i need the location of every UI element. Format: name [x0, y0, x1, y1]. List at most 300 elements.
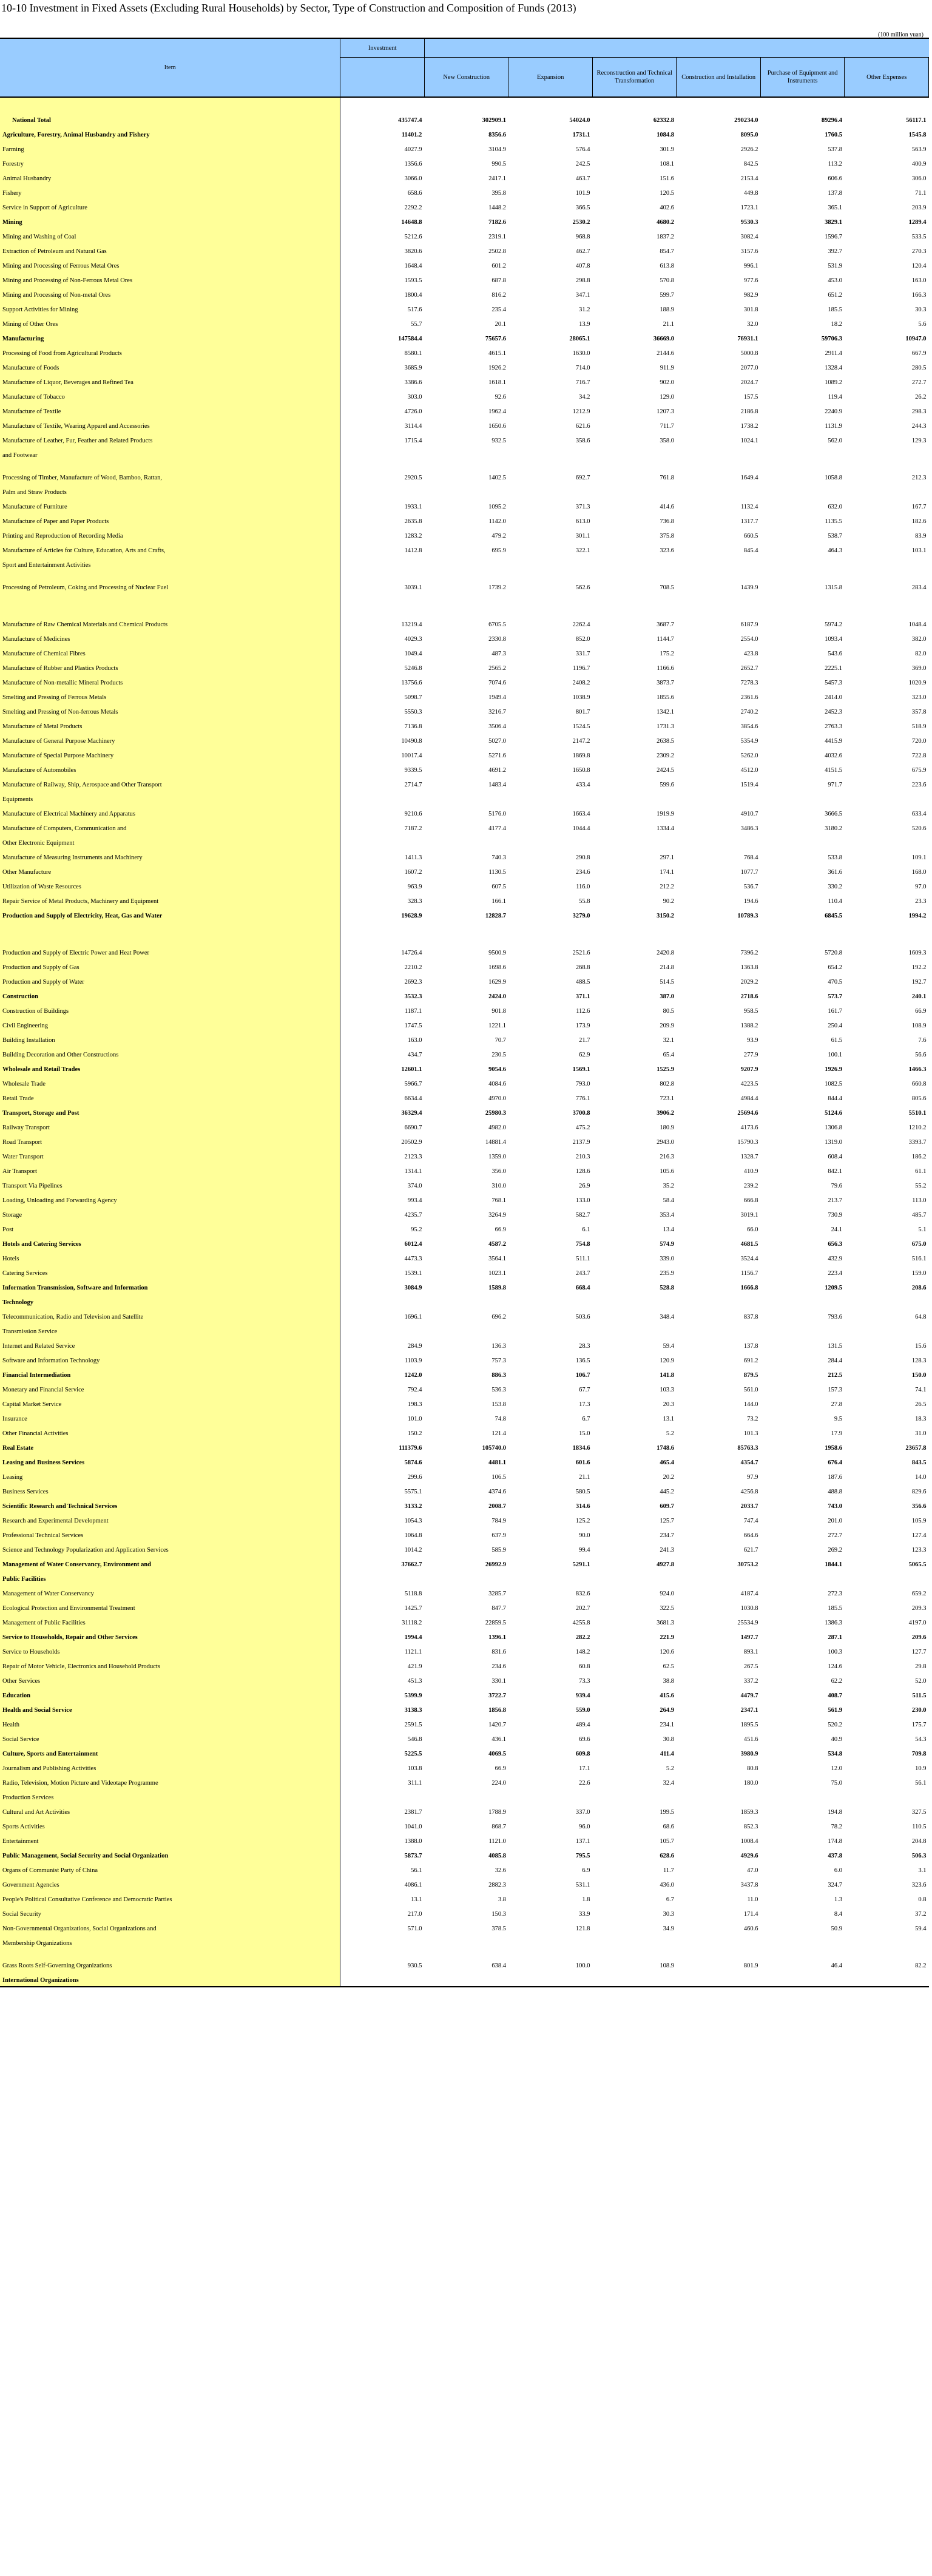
cell-value: 1306.8	[825, 1124, 842, 1131]
cell-value: 709.8	[911, 1751, 927, 1757]
cell-value: 187.6	[828, 1474, 842, 1481]
cell-value: 2911.4	[825, 350, 842, 357]
cell-value: 2381.7	[404, 1809, 422, 1816]
cell-value: 1084.8	[657, 132, 674, 138]
table-row	[0, 849, 929, 864]
cell-value: 136.5	[575, 1357, 590, 1364]
cell-value	[845, 1789, 929, 1804]
cell-value: 1008.4	[740, 1838, 758, 1845]
cell-value: 475.2	[575, 1124, 590, 1131]
cell-value: 4029.3	[404, 636, 422, 643]
cell-value: 5550.3	[404, 709, 422, 715]
cell-value	[340, 1972, 425, 1986]
row-label: Extraction of Petroleum and Natural Gas	[0, 243, 340, 257]
cell-value: 562.6	[575, 584, 590, 591]
row-label: Repair of Motor Vehicle, Electronics and Household Products	[0, 1658, 340, 1672]
cell-value: 801.7	[575, 709, 590, 715]
cell-value: 6012.4	[404, 1241, 422, 1248]
cell-value: 18.3	[915, 1416, 927, 1422]
cell-value: 212.3	[911, 475, 927, 481]
cell-value: 3700.8	[572, 1110, 590, 1117]
row-label: Manufacture of Chemical Fibres	[0, 645, 340, 660]
cell-value	[677, 593, 761, 616]
table-row	[0, 645, 929, 660]
cell-value: 1187.1	[404, 1008, 422, 1015]
cell-value: 436.0	[660, 1882, 674, 1888]
cell-value: 378.5	[491, 1925, 506, 1932]
cell-value	[424, 484, 508, 498]
cell-value	[845, 922, 929, 944]
cell-value: 79.6	[831, 1183, 842, 1189]
table-row	[0, 1425, 929, 1439]
cell-value: 793.0	[575, 1081, 590, 1087]
cell-value: 128.3	[911, 1357, 927, 1364]
cell-value: 3681.3	[657, 1620, 674, 1626]
cell-value: 12828.7	[485, 913, 506, 919]
cell-value: 1663.4	[572, 811, 590, 817]
cell-value: 449.8	[743, 190, 758, 197]
cell-value: 1095.2	[488, 504, 506, 510]
cell-value: 537.8	[828, 146, 842, 153]
cell-value: 9530.3	[740, 219, 758, 226]
cell-value: 90.0	[579, 1532, 590, 1539]
cell-value: 3019.1	[740, 1212, 758, 1219]
cell-value: 136.3	[491, 1343, 506, 1350]
cell-value: 18.2	[831, 321, 842, 328]
cell-value: 3854.6	[740, 723, 758, 730]
cell-value: 599.7	[660, 292, 674, 299]
cell-value: 214.8	[660, 964, 674, 971]
cell-value: 50.9	[831, 1925, 842, 1932]
investment-table	[0, 38, 929, 1986]
cell-value: 2024.7	[740, 379, 758, 386]
cell-value: 310.0	[491, 1183, 506, 1189]
cell-value: 3264.9	[488, 1212, 506, 1219]
cell-value: 1289.4	[908, 219, 927, 226]
cell-value	[845, 447, 929, 461]
cell-value: 35.2	[663, 1183, 674, 1189]
table-row	[0, 1629, 929, 1643]
table-row	[0, 732, 929, 747]
row-label: Hotels	[0, 1250, 340, 1265]
row-label: Social Service	[0, 1731, 340, 1745]
cell-value: 105740.0	[482, 1445, 506, 1452]
cell-value: 12.0	[831, 1765, 842, 1772]
table-row	[0, 1294, 929, 1308]
cell-value	[677, 1570, 761, 1585]
cell-value: 29.8	[915, 1663, 927, 1670]
cell-value	[760, 1789, 845, 1804]
row-label: Agriculture, Forestry, Animal Husbandry and Fishery	[0, 126, 340, 141]
row-label: Mining and Processing of Ferrous Metal Ores	[0, 257, 340, 272]
row-label: Production and Supply of Electric Power and Heat Power	[0, 944, 340, 959]
page-title: 10-10 Investment in Fixed Assets (Excluding Rural Households) by Sector, Type of Construction and Composition of Funds (2013)	[1, 2, 576, 14]
cell-value: 2417.1	[488, 175, 506, 182]
cell-value: 4927.8	[657, 1561, 674, 1568]
cell-value: 9054.6	[488, 1066, 506, 1073]
row-label: Social Security	[0, 1905, 340, 1920]
cell-value: 62.5	[663, 1663, 674, 1670]
cell-value: 6.1	[582, 1226, 590, 1233]
cell-value: 432.9	[828, 1256, 842, 1262]
cell-value: 166.1	[491, 898, 506, 905]
table-row	[0, 1163, 929, 1177]
cell-value: 4187.4	[740, 1591, 758, 1597]
cell-value: 708.5	[660, 584, 674, 591]
cell-value: 1135.5	[825, 518, 842, 525]
cell-value: 168.0	[911, 869, 927, 876]
cell-value: 633.4	[911, 811, 927, 817]
cell-value: 1723.1	[740, 205, 758, 211]
table-row	[0, 461, 929, 484]
row-label: Production Services	[0, 1789, 340, 1804]
cell-value: 55.2	[915, 1183, 927, 1189]
cell-value: 204.8	[911, 1838, 927, 1845]
cell-value: 110.5	[912, 1824, 927, 1830]
row-label: Manufacture of Textile	[0, 403, 340, 418]
cell-value: 269.2	[828, 1547, 842, 1553]
cell-value: 2452.3	[825, 709, 842, 715]
cell-value: 4681.5	[740, 1241, 758, 1248]
cell-value: 4354.7	[740, 1459, 758, 1466]
cell-value: 609.8	[575, 1751, 590, 1757]
row-label: Scientific Research and Technical Services	[0, 1498, 340, 1512]
row-label	[0, 593, 340, 616]
cell-value: 667.9	[911, 350, 927, 357]
table-row	[0, 1760, 929, 1774]
cell-value: 9.5	[834, 1416, 842, 1422]
cell-value: 464.3	[828, 547, 842, 554]
table-row	[0, 1716, 929, 1731]
cell-value: 4415.9	[825, 738, 842, 745]
cell-value: 511.5	[912, 1692, 927, 1699]
cell-value: 203.9	[911, 205, 927, 211]
table-row	[0, 345, 929, 359]
cell-value: 2153.4	[740, 175, 758, 182]
table-row	[0, 1745, 929, 1760]
cell-value: 4910.7	[740, 811, 758, 817]
cell-value: 1038.9	[572, 694, 590, 701]
cell-value	[340, 1294, 425, 1308]
cell-value: 696.2	[491, 1314, 506, 1320]
cell-value: 1519.4	[740, 782, 758, 788]
cell-value: 32.6	[495, 1867, 506, 1874]
cell-value: 371.1	[575, 993, 590, 1000]
cell-value: 103.1	[911, 547, 927, 554]
cell-value: 543.6	[828, 651, 842, 657]
cell-value: 2361.6	[740, 694, 758, 701]
table-row	[0, 1104, 929, 1119]
cell-value: 223.4	[828, 1270, 842, 1277]
cell-value: 1221.1	[488, 1023, 506, 1029]
row-label: Mining and Washing of Coal	[0, 228, 340, 243]
cell-value: 2591.5	[404, 1722, 422, 1728]
cell-value	[340, 922, 425, 944]
cell-value: 202.7	[575, 1605, 590, 1612]
cell-value: 2309.2	[657, 752, 674, 759]
cell-value: 1412.8	[404, 547, 422, 554]
cell-value: 637.9	[491, 1532, 506, 1539]
cell-value: 20.3	[663, 1401, 674, 1408]
cell-value: 1539.1	[404, 1270, 422, 1277]
table-row	[0, 1410, 929, 1425]
cell-value: 103.8	[407, 1765, 422, 1772]
table-row	[0, 403, 929, 418]
cell-value: 199.5	[660, 1809, 674, 1816]
cell-value	[340, 1323, 425, 1337]
row-label: Monetary and Financial Service	[0, 1381, 340, 1396]
cell-value: 302909.1	[482, 117, 506, 124]
cell-value: 5065.5	[908, 1561, 927, 1568]
row-label: Palm and Straw Products	[0, 484, 340, 498]
cell-value: 287.1	[828, 1634, 842, 1641]
cell-value: 3532.3	[404, 993, 422, 1000]
cell-value: 757.3	[491, 1357, 506, 1364]
cell-value: 4929.6	[740, 1853, 758, 1859]
cell-value: 1649.4	[740, 475, 758, 481]
cell-value: 298.8	[575, 277, 590, 284]
cell-value: 125.7	[660, 1518, 674, 1524]
cell-value: 30.8	[663, 1736, 674, 1743]
cell-value: 167.7	[911, 504, 927, 510]
cell-value: 68.6	[663, 1824, 674, 1830]
cell-value	[592, 834, 677, 849]
cell-value	[845, 1935, 929, 1949]
cell-value: 1747.5	[404, 1023, 422, 1029]
cell-value: 4032.6	[825, 752, 842, 759]
row-label: Utilization of Waste Resources	[0, 878, 340, 893]
cell-value: 25980.3	[485, 1110, 506, 1117]
cell-value: 692.7	[575, 475, 590, 481]
cell-value: 10947.0	[905, 336, 927, 342]
cell-value: 1425.7	[404, 1605, 422, 1612]
row-label: Post	[0, 1221, 340, 1236]
cell-value	[760, 1294, 845, 1308]
row-label: Transport, Storage and Post	[0, 1104, 340, 1119]
table-row	[0, 286, 929, 301]
cell-value: 46.4	[831, 1962, 842, 1969]
cell-value: 23657.8	[905, 1445, 927, 1452]
cell-value	[340, 447, 425, 461]
cell-value: 1093.4	[825, 636, 842, 643]
cell-value: 730.9	[828, 1212, 842, 1219]
row-label: Management of Water Conservancy, Environment and	[0, 1556, 340, 1570]
cell-value: 13.9	[579, 321, 590, 328]
cell-value	[424, 593, 508, 616]
cell-value: 4197.0	[908, 1620, 927, 1626]
cell-value: 240.1	[911, 993, 927, 1000]
cell-value: 141.8	[660, 1372, 674, 1379]
header-other-expenses: Other Expenses	[845, 58, 929, 98]
cell-value: 768.1	[491, 1197, 506, 1204]
cell-value: 14881.4	[485, 1139, 506, 1146]
cell-value: 157.3	[828, 1387, 842, 1393]
cell-value: 1024.1	[740, 438, 758, 444]
cell-value: 212.5	[828, 1372, 842, 1379]
cell-value: 272.7	[911, 379, 927, 386]
cell-value: 1630.0	[572, 350, 590, 357]
cell-value: 5.2	[666, 1765, 674, 1772]
cell-value: 311.1	[408, 1780, 422, 1787]
cell-value	[340, 834, 425, 849]
row-label: Other Manufacture	[0, 864, 340, 878]
row-label: Leasing	[0, 1469, 340, 1483]
cell-value: 28065.1	[569, 336, 590, 342]
cell-value: 250.4	[828, 1023, 842, 1029]
cell-value: 407.8	[575, 263, 590, 269]
cell-value: 5176.0	[488, 811, 506, 817]
cell-value	[508, 791, 593, 805]
row-label: Other Services	[0, 1672, 340, 1687]
row-label: Railway Transport	[0, 1119, 340, 1134]
cell-value: 47.0	[747, 1867, 758, 1874]
cell-value: 1569.1	[572, 1066, 590, 1073]
cell-value: 322.5	[660, 1605, 674, 1612]
cell-value	[760, 556, 845, 571]
cell-value: 10490.8	[401, 738, 422, 745]
cell-value: 3138.3	[404, 1707, 422, 1714]
cell-value: 2718.6	[740, 993, 758, 1000]
cell-value: 423.8	[743, 651, 758, 657]
cell-value: 561.9	[828, 1707, 842, 1714]
cell-value	[508, 1789, 593, 1804]
cell-value: 845.4	[743, 547, 758, 554]
cell-value: 1020.9	[908, 680, 927, 686]
table-row	[0, 1308, 929, 1323]
cell-value: 277.9	[743, 1052, 758, 1058]
cell-value: 11401.2	[401, 132, 422, 138]
cell-value: 5.1	[918, 1226, 927, 1233]
row-label: Water Transport	[0, 1148, 340, 1163]
row-label: Catering Services	[0, 1265, 340, 1279]
cell-value: 990.5	[491, 161, 506, 167]
cell-value: 3082.4	[740, 234, 758, 240]
table-row	[0, 214, 929, 228]
cell-value: 1926.2	[488, 365, 506, 371]
row-label: Farming	[0, 141, 340, 155]
cell-value: 127.7	[911, 1649, 927, 1655]
cell-value: 194.6	[743, 898, 758, 905]
cell-value: 563.9	[911, 146, 927, 153]
cell-value: 127.4	[911, 1532, 927, 1539]
table-row	[0, 1570, 929, 1585]
cell-value: 73.2	[747, 1416, 758, 1422]
cell-value: 1589.8	[488, 1285, 506, 1291]
cell-value: 571.0	[407, 1925, 422, 1932]
cell-value: 22859.5	[485, 1620, 506, 1626]
cell-value: 977.6	[743, 277, 758, 284]
cell-value: 1895.5	[740, 1722, 758, 1728]
cell-value	[677, 1935, 761, 1949]
row-label: Manufacture of Non-metallic Mineral Products	[0, 674, 340, 689]
cell-value: 1844.1	[825, 1561, 842, 1568]
cell-value: 6845.5	[825, 913, 842, 919]
cell-value: 30.3	[663, 1911, 674, 1918]
cell-value: 4970.0	[488, 1095, 506, 1102]
row-label: Equipments	[0, 791, 340, 805]
cell-value: 78.2	[831, 1824, 842, 1830]
cell-value	[508, 1294, 593, 1308]
cell-value: 5575.1	[404, 1489, 422, 1495]
cell-value: 213.7	[828, 1197, 842, 1204]
cell-value: 56117.1	[905, 117, 927, 124]
row-label: People's Political Consultative Conference and Democratic Parties	[0, 1891, 340, 1905]
cell-value: 323.6	[911, 1882, 927, 1888]
cell-value: 1958.6	[825, 1445, 842, 1452]
cell-value: 62332.8	[653, 117, 674, 124]
cell-value: 224.0	[491, 1780, 506, 1787]
cell-value: 7278.3	[740, 680, 758, 686]
row-label: Construction of Buildings	[0, 1002, 340, 1017]
cell-value	[677, 484, 761, 498]
table-row	[0, 228, 929, 243]
cell-value: 100.1	[828, 1052, 842, 1058]
table-row	[0, 689, 929, 703]
cell-value: 886.3	[491, 1372, 506, 1379]
cell-value	[424, 791, 508, 805]
cell-value: 270.3	[911, 248, 927, 255]
cell-value: 194.8	[828, 1809, 842, 1816]
row-label: National Total	[0, 98, 340, 126]
cell-value: 3506.4	[488, 723, 506, 730]
table-row	[0, 893, 929, 907]
cell-value	[845, 1294, 929, 1308]
cell-value: 7396.2	[740, 950, 758, 956]
cell-value: 10789.3	[737, 913, 758, 919]
cell-value: 4691.2	[488, 767, 506, 774]
cell-value: 1760.5	[825, 132, 842, 138]
cell-value: 1044.4	[572, 825, 590, 832]
cell-value: 1166.6	[657, 665, 674, 672]
cell-value: 470.5	[828, 979, 842, 985]
table-bottom-rule	[0, 1986, 929, 1987]
table-row	[0, 243, 929, 257]
cell-value: 80.8	[747, 1765, 758, 1772]
cell-value: 1739.2	[488, 584, 506, 591]
cell-value: 356.6	[911, 1503, 927, 1510]
cell-value: 1837.2	[657, 234, 674, 240]
cell-value: 599.6	[660, 782, 674, 788]
cell-value: 2330.8	[488, 636, 506, 643]
row-label: Health and Social Service	[0, 1702, 340, 1716]
cell-value: 24.1	[831, 1226, 842, 1233]
table-row	[0, 1600, 929, 1614]
cell-value	[508, 1570, 593, 1585]
cell-value: 1698.6	[488, 964, 506, 971]
cell-value: 371.3	[575, 504, 590, 510]
cell-value: 613.0	[575, 518, 590, 525]
cell-value	[845, 791, 929, 805]
cell-value: 239.2	[743, 1183, 758, 1189]
cell-value: 129.3	[911, 438, 927, 444]
cell-value: 185.5	[828, 1605, 842, 1612]
cell-value: 10017.4	[401, 752, 422, 759]
cell-value: 137.1	[575, 1838, 590, 1845]
cell-value: 1023.1	[488, 1270, 506, 1277]
table-row	[0, 170, 929, 184]
cell-value: 19628.9	[401, 913, 422, 919]
table-row	[0, 1177, 929, 1192]
cell-value: 1130.5	[488, 869, 506, 876]
cell-value: 163.0	[911, 277, 927, 284]
cell-value: 180.0	[743, 1780, 758, 1787]
row-label: Printing and Reproduction of Recording Media	[0, 527, 340, 542]
cell-value: 5225.5	[404, 1751, 422, 1757]
table-row	[0, 257, 929, 272]
cell-value: 1328.7	[740, 1154, 758, 1160]
cell-value: 113.2	[828, 161, 842, 167]
row-label: Building Decoration and Other Constructions	[0, 1046, 340, 1061]
